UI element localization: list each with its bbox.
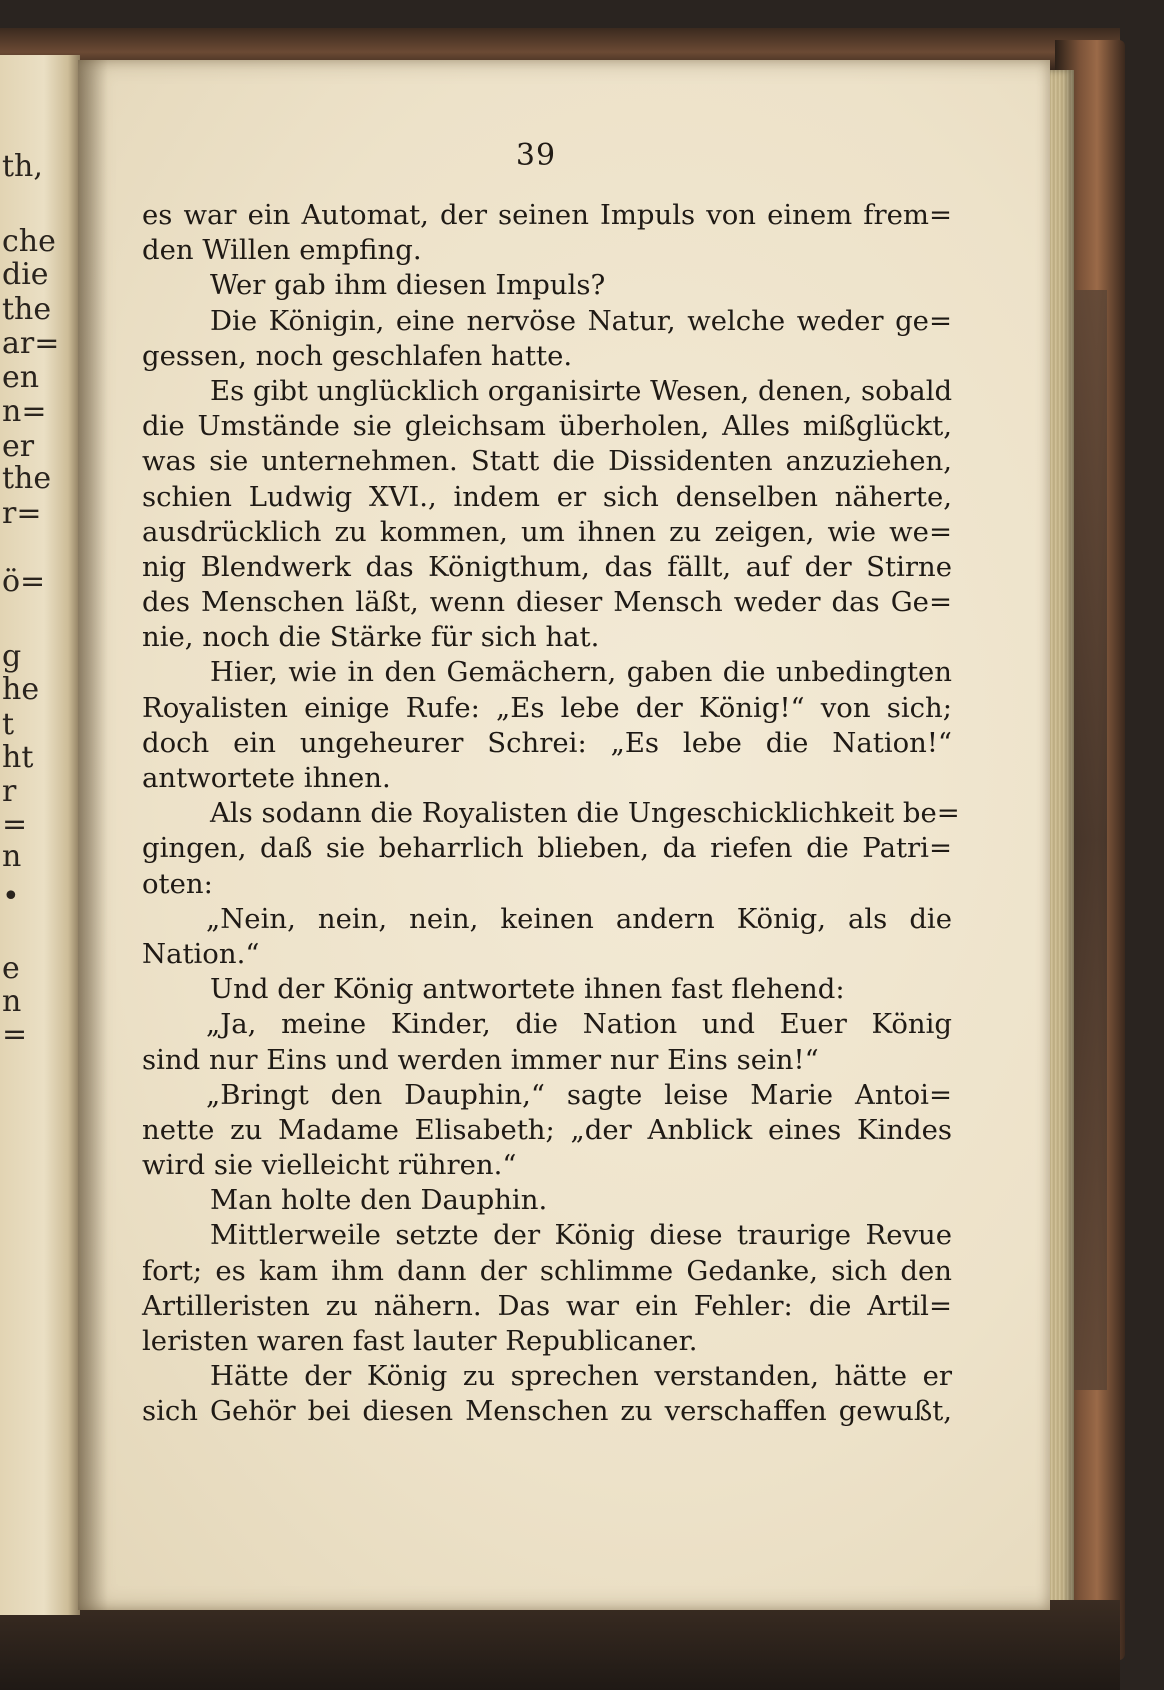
text-line: Es gibt unglücklich organisirte Wesen, denen, sobald: [210, 374, 953, 407]
text-line: nette zu Madame Elisabeth; „der Anblick eines Kindes: [142, 1113, 952, 1146]
left-page-text-fragment: ht: [2, 740, 34, 775]
text-line: Die Königin, eine nervöse Natur, welche weder ge=: [210, 304, 952, 337]
text-line: Als sodann die Royalisten die Ungeschicklichkeit be=: [210, 797, 960, 830]
left-page-fragment: [0, 55, 80, 1615]
left-page-text-fragment: =: [2, 1017, 28, 1052]
text-line: Und der König antwortete ihnen fast flehend:: [210, 973, 845, 1006]
text-line: Hier, wie in den Gemächern, gaben die unbedingten: [210, 656, 952, 689]
text-line: antwortete ihnen.: [142, 762, 391, 794]
text-line: schien Ludwig XVI., indem er sich denselben näherte,: [142, 480, 952, 513]
text-line: Artilleristen zu nähern. Das war ein Fehler: die Artil=: [142, 1289, 952, 1322]
left-page-text-fragment: die: [2, 257, 49, 292]
body-text: [142, 198, 960, 1430]
left-page-text-fragment: t: [2, 707, 15, 742]
text-line: den Willen empfing.: [142, 234, 422, 267]
text-line: nie, noch die Stärke für sich hat.: [142, 621, 600, 654]
text-line: es war ein Automat, der seinen Impuls von einem frem=: [142, 199, 952, 231]
text-line: fort; es kam ihm dann der schlimme Gedanke, sich den: [142, 1254, 952, 1287]
left-page-text-fragment: g: [2, 639, 22, 674]
left-page-text-fragment: n: [2, 839, 22, 874]
text-line: gessen, noch geschlafen hatte.: [142, 339, 573, 372]
text-line: Hätte der König zu sprechen verstanden, hätte er: [210, 1360, 952, 1393]
text-line: nig Blendwerk das Königthum, das fällt, auf der Stirne: [142, 550, 952, 583]
text-line: wird sie vielleicht rühren.“: [142, 1149, 517, 1182]
cover-wear-patch: [1073, 290, 1107, 1390]
text-line: gingen, daß sie beharrlich blieben, da riefen die Patri=: [142, 832, 952, 865]
text-line: sind nur Eins und werden immer nur Eins sein!“: [142, 1043, 819, 1076]
text-line: was sie unternehmen. Statt die Dissidenten anzuziehen,: [142, 445, 952, 478]
left-page-text-fragment: th,: [2, 149, 43, 184]
text-line: sich Gehör bei diesen Menschen zu verschaffen gewußt,: [142, 1395, 952, 1428]
text-line: ausdrücklich zu kommen, um ihnen zu zeigen, wie we=: [142, 515, 952, 548]
text-line: „Nein, nein, nein, keinen andern König, als die: [206, 902, 952, 935]
text-line: „Bringt den Dauphin,“ sagte leise Marie Antoi=: [206, 1078, 952, 1111]
text-line: Man holte den Dauphin.: [210, 1184, 548, 1217]
left-page-text-fragment: he: [2, 672, 40, 707]
left-page-text-fragment: n: [2, 984, 22, 1019]
left-page-text-fragment: =: [2, 807, 28, 842]
gutter-shadow: [78, 60, 108, 1610]
text-line: Nation.“: [142, 937, 260, 970]
left-page-text-fragment: ar=: [2, 326, 60, 361]
text-line: oten:: [142, 867, 213, 900]
left-page-text-fragment: the: [2, 461, 52, 496]
text-line: des Menschen läßt, wenn dieser Mensch weder das Ge=: [142, 586, 952, 619]
text-line: leristen waren fast lauter Republicaner.: [142, 1325, 698, 1357]
left-page-text-fragment: er: [2, 429, 35, 464]
left-page-text-fragment: ö=: [2, 564, 46, 599]
left-page-text-fragment: r=: [2, 496, 42, 531]
left-page-text-fragment: en: [2, 360, 40, 395]
text-line: die Umstände sie gleichsam überholen, Alles mißglückt,: [142, 410, 952, 443]
left-page-text-fragment: che: [2, 224, 56, 259]
left-page-text-fragment: e: [2, 951, 20, 986]
text-line: doch ein ungeheurer Schrei: „Es lebe die Nation!“: [142, 726, 952, 759]
text-line: „Ja, meine Kinder, die Nation und Euer König: [206, 1008, 952, 1041]
left-page-text-fragment: n=: [2, 394, 47, 429]
text-line: Wer gab ihm diesen Impuls?: [210, 269, 606, 302]
text-line: Mittlerweile setzte der König diese traurige Revue: [210, 1219, 952, 1252]
left-page-text-fragment: •: [2, 879, 20, 914]
text-line: Royalisten einige Rufe: „Es lebe der König!“ von sich;: [142, 691, 952, 724]
page-number: 39: [515, 138, 557, 173]
left-page-text-fragment: r: [2, 774, 17, 809]
book-cover-bottom-edge: [0, 1600, 1120, 1690]
left-page-text-fragment: the: [2, 292, 52, 327]
